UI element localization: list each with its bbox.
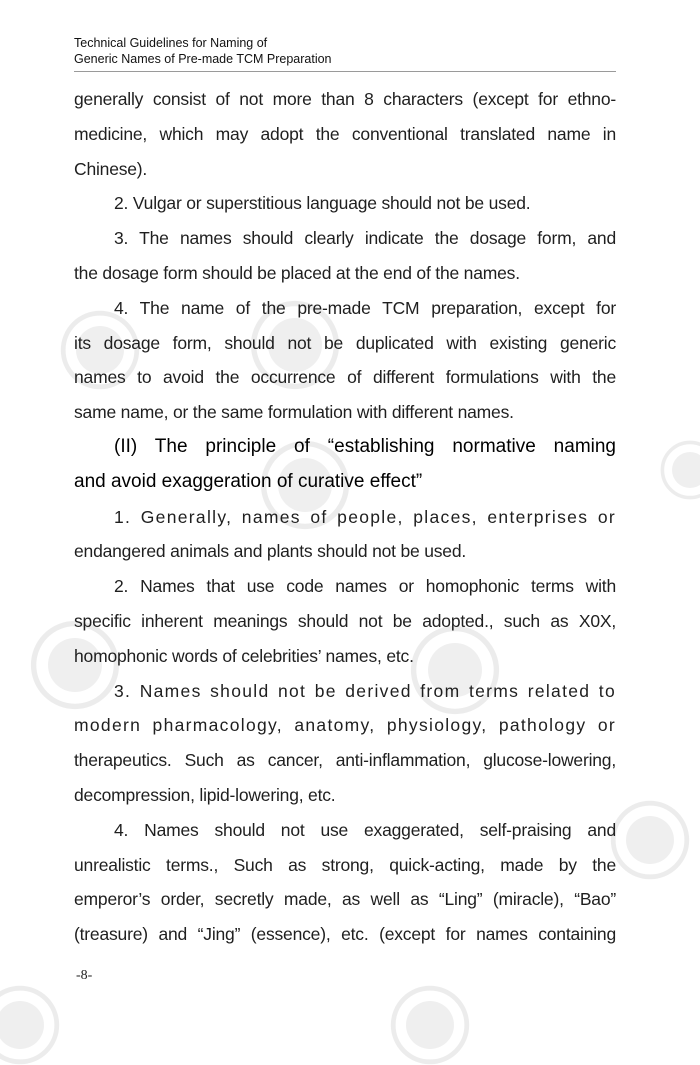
text-line: decompression, lipid-lowering, etc. [74, 784, 336, 805]
section-heading-line: (II) The principle of “establishing normative naming [114, 435, 616, 457]
document-body [74, 82, 616, 952]
text-line: 4. The name of the pre-made TCM preparation, except for [114, 297, 616, 318]
text-line: generally consist of not more than 8 characters (except for ethno- [74, 89, 616, 109]
text-line: 3. Names should not be derived from terms related to [114, 680, 616, 701]
text-line: the dosage form should be placed at the end of the names. [74, 262, 520, 283]
header-title-line1: Technical Guidelines for Naming of [74, 36, 268, 50]
text-line: endangered animals and plants should not be used. [74, 541, 467, 562]
text-line: 1. Generally, names of people, places, enterprises or [114, 506, 616, 527]
text-line: 2. Vulgar or superstitious language should not be used. [114, 193, 531, 214]
header-title-line2: Generic Names of Pre-made TCM Preparation [74, 52, 332, 66]
page-number: -8- [76, 968, 93, 983]
text-line: 2. Names that use code names or homophonic terms with [114, 576, 616, 597]
text-line: Chinese). [74, 158, 148, 179]
text-line: unrealistic terms., Such as strong, quick-acting, made by the [74, 854, 616, 875]
text-line: medicine, which may adopt the conventional translated name in [74, 123, 616, 144]
text-line: specific inherent meanings should not be adopted., such as X0X, [74, 610, 616, 631]
watermark-logo-icon [0, 985, 60, 1065]
watermark-logo-icon [390, 985, 470, 1065]
text-line: therapeutics. Such as cancer, anti-inflammation, glucose-lowering, [74, 750, 616, 771]
header-divider [74, 71, 616, 72]
text-line: modern pharmacology, anatomy, physiology, pathology or [74, 715, 616, 736]
text-line: 4. Names should not use exaggerated, self-praising and [114, 819, 616, 840]
section-heading-line: and avoid exaggeration of curative effect” [74, 470, 423, 492]
watermark-logo-icon [610, 800, 690, 880]
text-line: emperor’s order, secretly made, as well as “Ling” (miracle), “Bao” [74, 889, 616, 910]
watermark-logo-icon [660, 440, 700, 500]
text-line: (treasure) and “Jing” (essence), etc. (except for names containing [74, 924, 616, 945]
text-line: its dosage form, should not be duplicated with existing generic [74, 332, 616, 353]
text-line: 3. The names should clearly indicate the dosage form, and [114, 228, 616, 249]
text-line: same name, or the same formulation with different names. [74, 402, 514, 423]
running-header [74, 35, 616, 67]
text-line: homophonic words of celebrities’ names, etc. [74, 645, 414, 666]
text-line: names to avoid the occurrence of different formulations with the [74, 367, 616, 388]
